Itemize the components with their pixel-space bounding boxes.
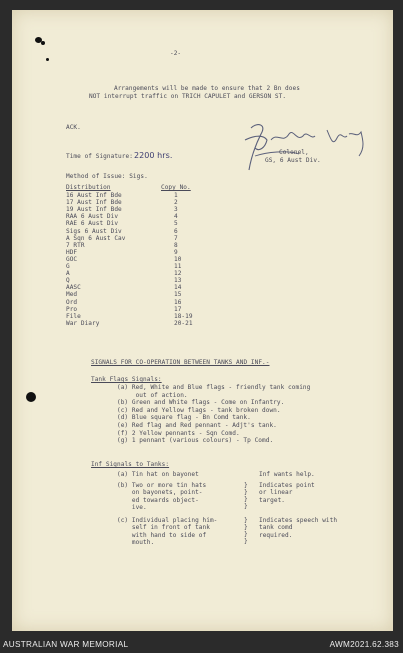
signature-icon: [237, 118, 377, 173]
footer-institution: AUSTRALIAN WAR MEMORIAL: [3, 640, 129, 649]
distribution-row-copy: 6: [174, 227, 178, 235]
distribution-row-copy: 13: [174, 277, 182, 285]
time-of-signature-value: 2200 hrs.: [134, 151, 173, 160]
distribution-row-copy: 14: [174, 284, 182, 292]
distribution-row-copy: 20-21: [174, 319, 193, 327]
footer-accession-number: AWM2021.62.383: [329, 640, 399, 649]
distribution-row-copy: 12: [174, 270, 182, 278]
distribution-row-name: RAA 6 Aust Div: [66, 213, 119, 221]
signature-role: Colonel,: [279, 149, 309, 156]
distribution-row-copy: 16: [174, 298, 182, 306]
brace-mark: } } } }: [244, 482, 248, 510]
tank-flags-title: Tank Flags Signals:: [91, 376, 162, 383]
inf-signal-description: mouth.: [117, 538, 155, 546]
tank-flag-item: (g) 1 pennant (various colours) - Tp Comd.: [117, 437, 274, 445]
tank-flag-item: (c) Red and Yellow flags - tank broken down.: [117, 406, 281, 414]
distribution-row-name: RAE 6 Aust Div: [66, 220, 119, 228]
distribution-row-name: War Diary: [66, 319, 100, 327]
distribution-row-name: Sigs 6 Aust Div: [66, 227, 122, 235]
tank-flag-item: out of action.: [117, 391, 188, 399]
distribution-row-copy: 8: [174, 241, 178, 249]
inf-signal-description: (b) Two or more tin hats: [117, 482, 207, 489]
document-page: [12, 10, 393, 631]
distribution-row-copy: 11: [174, 263, 182, 270]
inf-signal-meaning: Indicates point: [259, 482, 315, 489]
distribution-row-name: 17 Aust Inf Bde: [66, 199, 122, 207]
distribution-row-copy: 2: [174, 199, 178, 207]
inf-signal-meaning: or linear: [259, 489, 293, 497]
inf-signal-meaning: Indicates speech with: [259, 517, 338, 524]
inf-signal-meaning: required.: [259, 531, 293, 539]
signature-unit: GS, 6 Aust Div.: [265, 157, 321, 164]
inf-signal-description: self in front of tank: [117, 524, 210, 532]
distribution-row-copy: 10: [174, 255, 182, 263]
footer-bar: [0, 637, 403, 653]
inf-signal-description: (a) Tin hat on bayonet: [117, 471, 199, 478]
punch-hole: [26, 392, 36, 402]
distribution-row-copy: 7: [174, 234, 178, 242]
distribution-row-name: Ord: [66, 298, 78, 306]
distribution-row-name: Med: [66, 291, 78, 299]
distribution-row-name: A Sqn 6 Aust Cav: [66, 234, 126, 242]
distribution-row-copy: 1: [174, 192, 178, 199]
tank-flag-item: (d) Blue square flag - Bn Comd tank.: [117, 414, 251, 422]
distribution-row-name: GOC: [66, 255, 78, 263]
punch-hole: [46, 58, 49, 61]
inf-signals-title: Inf Signals to Tanks:: [91, 461, 170, 468]
inf-signal-meaning: Inf wants help.: [259, 471, 315, 478]
tank-flag-item: (b) Green and White flags - Come on Infantry.: [117, 399, 285, 407]
inf-signal-description: with hand to side of: [117, 531, 207, 539]
distribution-row-copy: 5: [174, 220, 178, 228]
inf-signal-description: ive.: [117, 503, 147, 511]
distribution-header: Distribution: [66, 184, 111, 191]
brace-mark: } } } }: [244, 517, 248, 545]
method-of-issue: Method of Issue: Sigs.: [66, 173, 148, 180]
distribution-row-name: A: [66, 270, 70, 278]
inf-signal-meaning: target.: [259, 496, 286, 504]
distribution-row-copy: 15: [174, 291, 182, 299]
signals-title: SIGNALS FOR CO-OPERATION BETWEEN TANKS AND INF.-: [91, 359, 270, 366]
distribution-row-copy: 9: [174, 248, 178, 256]
time-of-signature-label: Time of Signature:: [66, 153, 133, 160]
copy-no-header: Copy No.: [161, 184, 191, 191]
distribution-row-name: G: [66, 263, 70, 270]
distribution-row-name: File: [66, 312, 81, 320]
tank-flag-item: (e) Red flag and Red pennant - Adjt's tank.: [117, 422, 277, 429]
arrangements-line-1: Arrangements will be made to ensure that 2 Bn does: [114, 85, 300, 92]
inf-signal-description: ed towards object-: [117, 496, 199, 504]
inf-signal-meaning: tank comd: [259, 524, 293, 532]
distribution-row-name: HDF: [66, 248, 78, 256]
distribution-row-name: 16 Aust Inf Bde: [66, 192, 122, 199]
inf-signal-description: (c) Individual placing him-: [117, 517, 218, 524]
distribution-row-copy: 18-19: [174, 312, 193, 320]
ack-label: ACK.: [66, 124, 81, 131]
page-number: -2-: [170, 50, 182, 57]
distribution-row-name: Q: [66, 277, 70, 285]
punch-hole: [41, 41, 45, 45]
distribution-row-copy: 3: [174, 206, 178, 214]
inf-signal-description: on bayonets, point-: [117, 489, 203, 497]
arrangements-line-2: NOT interrupt traffic on TRICH CAPULET and GERSON ST.: [89, 93, 287, 100]
tank-flag-item: (a) Red, White and Blue flags - friendly tank coming: [117, 384, 311, 391]
distribution-row-name: 19 Aust Inf Bde: [66, 206, 122, 214]
distribution-row-name: AASC: [66, 284, 81, 292]
distribution-row-copy: 4: [174, 213, 178, 221]
tank-flag-item: (f) 2 Yellow pennants - Sqn Comd.: [117, 429, 240, 437]
distribution-row-copy: 17: [174, 305, 182, 313]
distribution-row-name: 7 RTR: [66, 241, 85, 249]
distribution-row-name: Pro: [66, 305, 78, 313]
